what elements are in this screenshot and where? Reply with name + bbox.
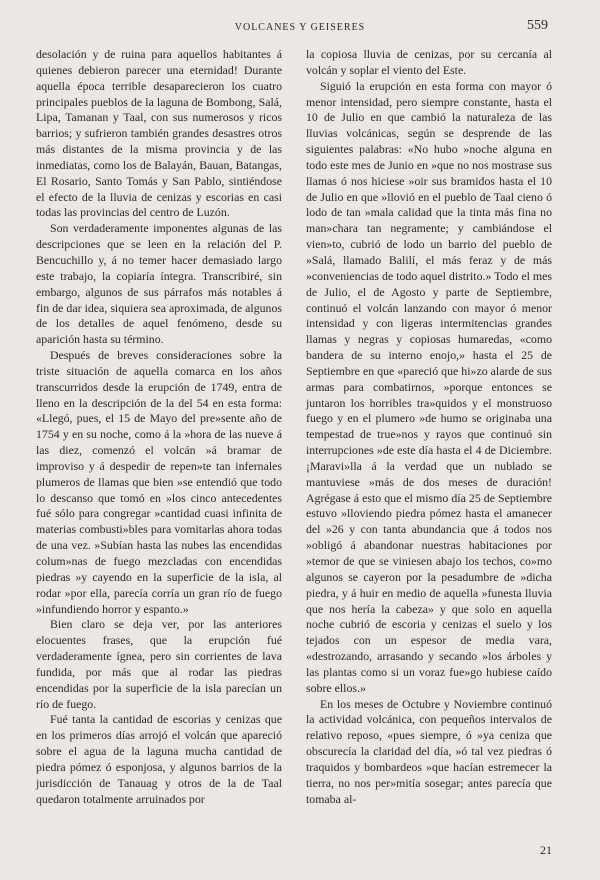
printer-signature: 21 [540,843,552,857]
left-paragraph-1: desolación y de ruina para aquellos habitantes á quienes debieron parecer una eternidad! Durante aquella época terrible desaparecieron los cuatro principales pueblos de la laguna de Bombong, Salá, Lipa, Tamanan y Taal, con sus numerosos y ricos barrios; y sufrieron también grandes desastres otros más distantes de la misma provincia y de las inmediatas, como los de Balayán, Bauan, Batangas, El Rosario, Santo Tomás y San Pablo, sintiéndose el efecto de la lluvia de cenizas y escorias en casi todas las provincias del centro de Luzón. [36,47,282,220]
left-paragraph-5: Fué tanta la cantidad de escorias y cenizas que en los primeros días arrojó el volcán que apareció sobre el agua de la laguna mucha cantidad de piedra pómez ó esponjosa, y algunos barrios de la jurisdicción de Tanauag y otros de la de Taal quedaron totalmente arruinados por [36,712,282,806]
right-paragraph-3: En los meses de Octubre y Noviembre continuó la actividad volcánica, con pequeños intervalos de relativo reposo, «pues siempre, ó »ya ceniza que obscurecía la claridad del día, »ó tal vez piedras ó traquidos y bombardeos »que hacían estremecer la tierra, no nos per»mitía sosegar; antes parecía que tomaba al- [306,696,552,806]
right-column [306,47,552,808]
running-title: VOLCANES Y GEISERES [234,22,366,33]
right-paragraph-2: Siguió la erupción en esta forma con mayor ó menor intensidad, pero siempre constante, hasta el 10 de Julio en que cambió la naturaleza de las lluvias volcánicas, según se desprende de las siguientes palabras: «No hubo »noche alguna en todo este mes de Junio en »que no nos mostrase sus llamas ó nos hiciese »oir sus bramidos hasta el 10 de Julio en que »llovió en el pueblo de Taal cieno ó lodo de tan »mala calidad que la tinta más fina no man»chara tan negramente; y cambiándose el vien»to, cubrió de lodo un barrio del pueblo de »Salá, llamado Balilí, el más feraz y de más »conveniencias de todo aquel distrito.» Todo el mes de Julio, el de Agosto y parte de Septiembre, continuó el volcán lanzando con mayor ó menor intensidad y con ligeras intermitencias grandes llamas y negras y copiosas humaredas, «como bandera de su interno enojo,» hasta el 25 de Septiembre en que «pareció que hi»zo alarde de sus armas para combatirnos, »porque entonces se juntaron los horribles tra»quidos y el monstruoso fuego y en el plumero »de humo se originaba una tempestad de true»nos y rayos que continuó sin interrupciones »de este día hasta el 4 de Diciembre. ¡Maravi»lla á la verdad que un nublado se mantuviese »más de dos meses de duración! Agrégase á esto que el mismo día 25 de Septiembre estuvo »lloviendo piedra pómez hasta el amanecer del »26 y con tanta abundancia que á todos nos »obligó á abandonar nuestras habitaciones por »temor de que se viniesen abajo los techos, co»mo algunos se cayeron por la pesadumbre de »dicha piedra, y á huir en medio de aquella »funesta lluvia que nos hería la cabeza» y que solo en aquella noche cubrió de escoria y cenizas el suelo y los tejados con un espesor de media vara, «destrozando, arrasando y secando »los árboles y las plantas como si un voraz fue»go hubiese caído sobre ellos.» [306,78,552,695]
left-column [36,47,282,808]
page-number: 559 [527,18,548,33]
left-paragraph-4: Bien claro se deja ver, por las anteriores elocuentes frases, que la erupción fué verdaderamente ígnea, pero sin corrientes de lava fundida, por más que al rodar las piedras encendidas por la superficie de la isla parecían un río de fuego. [36,617,282,711]
right-paragraph-1: la copiosa lluvia de cenizas, por su cercanía al volcán y soplar el viento del Este. [306,47,552,77]
left-paragraph-2: Son verdaderamente imponentes algunas de las descripciones que se leen en la relación del P. Bencuchillo y, á no temer hacer demasiado largo este trabajo, la copiaría íntegra. Transcribiré, sin embargo, algunos de sus párrafos más notables á fin de dar idea, siquiera sea aproximada, de algunos de los detalles de aquel fenómeno, desde su aparición hasta su término. [36,221,282,347]
left-paragraph-3: Después de breves consideraciones sobre la triste situación de aquella comarca en los años transcurridos desde la erupción de 1749, entra de lleno en la descripción de la del 54 en esta forma: «Llegó, pues, el 15 de Mayo del pre»sente año de 1754 y en su noche, como á la »hora de las nueve á las diez, comenzó el volcán »á bramar de improviso y á despedir de repen»te tan infernales plumeros de llamas que bien »se entendió que todo lo descanso que tomó en »los cinco antecedentes fué sólo para congregar »cantidad cuasi infinita de materias combusti»bles para vomitarlas ahora todas de una vez. »Subían hasta las nubes las encendidas colum»nas de fuego mezcladas con encendidas piedras »y cayendo en la superficie de la isla, al rodar »por ella, parecía corría un gran río de fuego »infundiendo horror y espanto.» [36,348,282,616]
